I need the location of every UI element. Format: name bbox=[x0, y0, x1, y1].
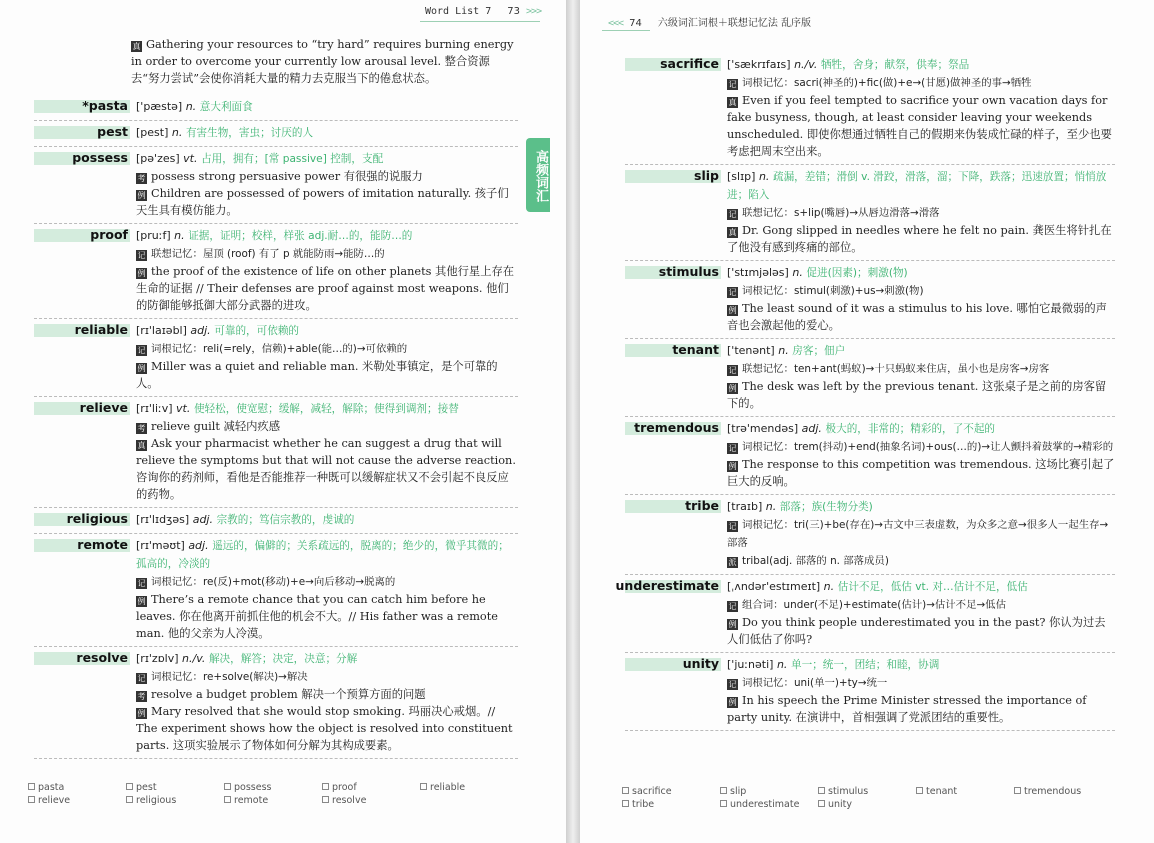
header-rule bbox=[420, 21, 540, 22]
phonetic: [traɪb] bbox=[727, 500, 766, 513]
headword-box bbox=[625, 656, 721, 673]
checkbox-icon[interactable] bbox=[720, 787, 727, 794]
headword[interactable]: proof bbox=[90, 227, 128, 242]
checkbox-icon[interactable] bbox=[916, 787, 923, 794]
phonetic: [rɪ'laɪəbl] bbox=[136, 324, 191, 337]
review-checkbox-item[interactable] bbox=[224, 795, 268, 806]
example-sentence: In his speech the Prime Minister stressed the importance of party unity. 在演讲中，首相强调了党派团结的重要性。 bbox=[727, 694, 1087, 724]
review-checkbox-item[interactable] bbox=[126, 782, 157, 793]
note-tag-icon: 记 bbox=[728, 210, 737, 219]
note-line bbox=[727, 674, 1115, 692]
part-of-speech: n. bbox=[776, 658, 788, 671]
headword[interactable]: tenant bbox=[672, 342, 719, 357]
definition-line bbox=[136, 98, 518, 116]
checkbox-label: sacrifice bbox=[632, 786, 672, 797]
headword[interactable]: reliable bbox=[74, 322, 128, 337]
note-tag-icon: 真 bbox=[728, 98, 737, 107]
definition-line bbox=[727, 168, 1115, 204]
note-tag-icon: 例 bbox=[728, 620, 737, 629]
example-sentence: Do you think people underestimated you in the past? 你认为过去人们低估了你吗? bbox=[727, 616, 1106, 646]
checkbox-label: tremendous bbox=[1024, 786, 1082, 797]
review-checkbox-item[interactable] bbox=[420, 782, 465, 793]
note-tag-icon: 考 bbox=[137, 424, 146, 433]
vocab-entry bbox=[34, 397, 518, 508]
note-line bbox=[727, 92, 1115, 160]
headword[interactable]: resolve bbox=[76, 650, 128, 665]
note-tag-icon: 例 bbox=[728, 698, 737, 707]
note-tag-icon: 记 bbox=[728, 288, 737, 297]
definition-line bbox=[136, 124, 518, 142]
checkbox-label: possess bbox=[234, 782, 272, 793]
definition-text: 可靠的，可依赖的 bbox=[214, 325, 300, 337]
note-tag-icon: 考 bbox=[137, 692, 146, 701]
phonetic: [rɪ'liːv] bbox=[136, 402, 177, 415]
running-header-right bbox=[608, 14, 811, 29]
entry-body bbox=[136, 650, 518, 754]
vocab-entry bbox=[625, 339, 1115, 417]
phonetic: [trə'mendəs] bbox=[727, 422, 802, 435]
note-tag-icon: 记 bbox=[728, 80, 737, 89]
note-tag-icon: 记 bbox=[137, 251, 146, 260]
page-number-right: 74 bbox=[629, 18, 642, 29]
definition-text: 估计不足，低估 vt. 对…估计不足，低估 bbox=[837, 581, 1028, 593]
headword-box bbox=[625, 498, 721, 515]
entry-body bbox=[727, 578, 1115, 648]
phonetic: ['pæstə] bbox=[136, 100, 186, 113]
header-rule-right bbox=[602, 30, 650, 31]
word-list-title: Word List 7 bbox=[425, 6, 492, 17]
note-line bbox=[727, 456, 1115, 490]
entry-body bbox=[136, 537, 518, 642]
part-of-speech: n. bbox=[185, 100, 197, 113]
note-tag-icon: 记 bbox=[728, 522, 737, 531]
definition-text: 牺牲，舍身；献祭，供奉；祭品 bbox=[820, 59, 970, 71]
example-sentence: Ask your pharmacist whether he can suggest a drug that will relieve the symptoms but that will not cause the adverse reaction. 咨询你的药剂师，看他是否能推荐一种既可以缓解症状又不会引起不良反应的药物。 bbox=[136, 437, 516, 501]
entry-body bbox=[136, 400, 518, 503]
memory-note: 词根记忆：re(反)+mot(移动)+e→向后移动→脱离的 bbox=[151, 576, 396, 588]
headword[interactable]: possess bbox=[72, 150, 128, 165]
definition-line bbox=[136, 511, 518, 529]
entry-body bbox=[136, 124, 518, 142]
checkbox-icon[interactable] bbox=[126, 796, 133, 803]
entry-body bbox=[727, 498, 1115, 570]
definition-line bbox=[136, 650, 518, 668]
review-checkbox-item[interactable] bbox=[1014, 786, 1081, 797]
note-line bbox=[727, 438, 1115, 456]
part-of-speech: n. bbox=[778, 344, 789, 357]
headword[interactable]: sacrifice bbox=[660, 56, 719, 71]
headword[interactable]: unity bbox=[682, 656, 719, 671]
headword-box bbox=[34, 537, 130, 554]
checkbox-icon[interactable] bbox=[622, 800, 629, 807]
definition-text: 意大利面食 bbox=[199, 101, 253, 113]
entry-body bbox=[727, 656, 1115, 726]
note-tag-icon: 记 bbox=[137, 674, 146, 683]
note-line bbox=[727, 282, 1115, 300]
note-line bbox=[727, 204, 1115, 222]
entry-body bbox=[136, 511, 518, 529]
note-line bbox=[136, 418, 518, 435]
definition-text: 极大的，非常的；精彩的，了不起的 bbox=[825, 423, 996, 435]
headword-box bbox=[34, 227, 130, 244]
vocab-entry bbox=[625, 495, 1115, 575]
entry-body bbox=[727, 56, 1115, 160]
review-checkbox-item[interactable] bbox=[720, 799, 799, 810]
checkbox-icon[interactable] bbox=[720, 800, 727, 807]
phonetic: [rɪ'məʊt] bbox=[136, 539, 189, 552]
checkbox-icon[interactable] bbox=[420, 783, 427, 790]
review-checkbox-item[interactable] bbox=[28, 795, 70, 806]
vocab-entry bbox=[625, 653, 1115, 731]
checkbox-label: slip bbox=[730, 786, 747, 797]
phonetic: [ˌʌndər'estɪmeɪt] bbox=[727, 580, 824, 593]
definition-text: 使轻松，使宽慰；缓解，减轻，解除；使得到调剂；接替 bbox=[193, 403, 459, 415]
checkbox-label: relieve bbox=[38, 795, 71, 806]
note-tag-icon: 真 bbox=[137, 441, 146, 450]
note-tag-icon: 派 bbox=[728, 558, 737, 567]
headword-box bbox=[615, 578, 721, 595]
headword[interactable]: underestimate bbox=[615, 578, 719, 593]
book-title: 六级词汇词根＋联想记忆法 乱序版 bbox=[657, 18, 812, 29]
note-line bbox=[136, 668, 518, 686]
high-frequency-tab[interactable]: 高频词汇 bbox=[526, 138, 550, 212]
note-tag-icon: 记 bbox=[728, 366, 737, 375]
headword[interactable]: tremendous bbox=[634, 420, 719, 435]
checkbox-label: proof bbox=[332, 782, 357, 793]
left-page bbox=[0, 0, 566, 843]
part-of-speech: n. bbox=[792, 266, 803, 279]
note-line bbox=[727, 692, 1115, 726]
example-sentence: The desk was left by the previous tenant. 这张桌子是之前的房客留下的。 bbox=[727, 380, 1107, 410]
checkbox-icon[interactable] bbox=[28, 796, 35, 803]
definition-text: 疏漏，差错；滑倒 v. 滑跤，滑落，溜；下降，跌落；迅速放置；悄悄放进；陷入 bbox=[727, 171, 1107, 201]
example-tag-icon: 真 bbox=[132, 42, 141, 51]
example-sentence: Children are possessed of powers of imitation naturally. 孩子们天生具有模仿能力。 bbox=[136, 187, 509, 217]
note-line bbox=[727, 300, 1115, 334]
part-of-speech: n. bbox=[823, 580, 835, 593]
vocab-entry bbox=[34, 95, 518, 121]
phonetic: [rɪ'zɒlv] bbox=[136, 652, 183, 665]
note-line bbox=[136, 435, 518, 503]
vocab-entry bbox=[625, 417, 1115, 495]
checkbox-icon[interactable] bbox=[126, 783, 133, 790]
vocab-entry bbox=[615, 575, 1115, 653]
memory-note: tribal(adj. 部落的 n. 部落成员) bbox=[742, 555, 889, 567]
headword-box bbox=[34, 511, 130, 528]
phonetic: [pə'zes] bbox=[136, 152, 184, 165]
note-line bbox=[136, 185, 518, 219]
right-page bbox=[580, 0, 1154, 843]
example-sentence: The least sound of it was a stimulus to his love. 哪怕它最微弱的声音也会激起他的爱心。 bbox=[727, 302, 1107, 332]
example-sentence: relieve guilt 减轻内疚感 bbox=[151, 420, 281, 433]
review-checkbox-item[interactable] bbox=[322, 795, 366, 806]
phonetic: ['sækrɪfaɪs] bbox=[727, 58, 795, 71]
checkbox-label: resolve bbox=[332, 795, 367, 806]
definition-line bbox=[727, 420, 1115, 438]
phonetic: [pruːf] bbox=[136, 229, 175, 242]
part-of-speech: vt. bbox=[183, 152, 198, 165]
definition-line bbox=[727, 578, 1115, 596]
definition-line bbox=[727, 56, 1115, 74]
headword-box bbox=[625, 264, 721, 281]
definition-line bbox=[727, 656, 1115, 674]
page-number: 73 bbox=[507, 6, 520, 17]
definition-line bbox=[136, 227, 518, 245]
memory-note: 组合词：under(不足)+estimate(估计)→估计不足→低估 bbox=[742, 599, 1006, 611]
note-tag-icon: 例 bbox=[137, 269, 146, 278]
definition-text: 解决，解答；决定，决意；分解 bbox=[208, 653, 358, 665]
example-sentence: Miller was a quiet and reliable man. 米勒处事镇定，是个可靠的人。 bbox=[136, 360, 498, 390]
note-line bbox=[136, 358, 518, 392]
memory-note: 词根记忆：tri(三)+be(存在)→古文中三表虚数，为众多之意→很多人一起生存→部落 bbox=[727, 519, 1109, 549]
definition-text: 占用，拥有；[常 passive] 控制，支配 bbox=[201, 153, 384, 165]
memory-note: 词根记忆：trem(抖动)+end(抽象名词)+ous(…的)→让人颤抖着鼓掌的→精彩的 bbox=[742, 441, 1114, 453]
definition-text: 宗教的；笃信宗教的，虔诚的 bbox=[216, 514, 355, 526]
entry-body bbox=[727, 264, 1115, 334]
phonetic: ['tenənt] bbox=[727, 344, 779, 357]
definition-text: 单一；统一，团结；和睦，协调 bbox=[791, 659, 940, 671]
forward-arrows-icon: >>> bbox=[526, 6, 542, 17]
headword-box bbox=[34, 400, 130, 417]
note-tag-icon: 考 bbox=[137, 174, 146, 183]
part-of-speech: adj. bbox=[190, 324, 211, 337]
running-header bbox=[425, 6, 541, 17]
headword-box bbox=[625, 342, 721, 359]
definition-text: 证据，证明；校样，样张 adj.耐…的，能防…的 bbox=[188, 230, 413, 242]
definition-text: 有害生物，害虫；讨厌的人 bbox=[185, 127, 314, 139]
checkbox-label: tenant bbox=[926, 786, 958, 797]
entry-body bbox=[136, 227, 518, 314]
phonetic: [rɪ'lɪdʒəs] bbox=[136, 513, 193, 526]
part-of-speech: n. bbox=[758, 170, 770, 183]
part-of-speech: n./v. bbox=[794, 58, 818, 71]
review-checkbox-item[interactable] bbox=[622, 799, 654, 810]
headword[interactable]: stimulus bbox=[658, 264, 719, 279]
note-tag-icon: 例 bbox=[137, 364, 146, 373]
note-tag-icon: 真 bbox=[728, 228, 737, 237]
memory-note: 联想记忆：ten+ant(蚂蚁)→十只蚂蚁来住店，虽小也是房客→房客 bbox=[742, 363, 1050, 375]
intro-text: Gathering your resources to “try hard” requires burning energy in order to overcome your currently low arousal level. 整合资源去“努力尝试”会使你消耗大量的精力去克服当下的倦怠状态。 bbox=[131, 38, 514, 85]
note-line bbox=[727, 222, 1115, 256]
headword-box bbox=[34, 98, 130, 115]
note-line bbox=[136, 245, 518, 263]
left-checklist bbox=[28, 782, 508, 812]
headword[interactable]: slip bbox=[694, 168, 719, 183]
review-checkbox-item[interactable] bbox=[28, 782, 64, 793]
note-line bbox=[727, 74, 1115, 92]
note-tag-icon: 例 bbox=[137, 597, 146, 606]
headword[interactable]: relieve bbox=[79, 400, 128, 415]
checkbox-label: underestimate bbox=[730, 799, 800, 810]
checkbox-label: religious bbox=[136, 795, 177, 806]
review-checkbox-item[interactable] bbox=[622, 786, 672, 797]
note-line bbox=[727, 596, 1115, 614]
note-tag-icon: 记 bbox=[728, 680, 737, 689]
example-sentence: Even if you feel tempted to sacrifice your own vacation days for fake busyness, though, at least consider leaving your weekends unscheduled. 即使你想通过牺牲自己的假期来伪装成忙碌的样子，至少也要考虑把周末空出来。 bbox=[727, 94, 1112, 158]
definition-text: 促进(因素)；刺激(物) bbox=[806, 267, 908, 279]
checkbox-label: tribe bbox=[632, 799, 655, 810]
vocab-entry bbox=[34, 121, 518, 147]
memory-note: 词根记忆：uni(单一)+ty→统一 bbox=[742, 677, 888, 689]
part-of-speech: n. bbox=[174, 229, 185, 242]
headword[interactable]: remote bbox=[77, 537, 128, 552]
memory-note: 联想记忆：屋顶 (roof) 有了 p 就能防雨→能防…的 bbox=[151, 248, 385, 260]
vocab-entry bbox=[625, 53, 1115, 165]
note-tag-icon: 记 bbox=[137, 346, 146, 355]
part-of-speech: adj. bbox=[192, 513, 213, 526]
review-checkbox-item[interactable] bbox=[126, 795, 176, 806]
checkbox-icon[interactable] bbox=[224, 796, 231, 803]
book-gutter bbox=[566, 0, 580, 843]
vocab-entry bbox=[34, 224, 518, 319]
part-of-speech: adj. bbox=[801, 422, 822, 435]
checkbox-icon[interactable] bbox=[818, 787, 825, 794]
definition-text: 房客；佃户 bbox=[792, 345, 846, 357]
headword[interactable]: pest bbox=[97, 124, 128, 139]
headword-box bbox=[34, 650, 130, 667]
part-of-speech: vt. bbox=[176, 402, 191, 415]
example-sentence: Mary resolved that she would stop smoking. 玛丽决心戒烟。// The experiment shows how the object is resolved into constituent parts. 这项实验展示了物体如何分解为其构成要素。 bbox=[136, 705, 513, 752]
note-tag-icon: 例 bbox=[728, 384, 737, 393]
vocab-entry bbox=[34, 147, 518, 224]
note-line bbox=[136, 168, 518, 185]
note-tag-icon: 例 bbox=[728, 306, 737, 315]
definition-line bbox=[136, 322, 518, 340]
part-of-speech: n. bbox=[765, 500, 777, 513]
note-line bbox=[727, 614, 1115, 648]
review-checkbox-item[interactable] bbox=[322, 782, 357, 793]
checkbox-icon[interactable] bbox=[28, 783, 35, 790]
example-sentence: resolve a budget problem 解决一个预算方面的问题 bbox=[151, 688, 426, 701]
headword-box bbox=[625, 56, 721, 73]
memory-note: 联想记忆：s+lip(嘴唇)→从唇边滑落→滑落 bbox=[742, 207, 940, 219]
headword-box bbox=[34, 150, 130, 167]
memory-note: 词根记忆：stimul(刺激)+us→刺激(物) bbox=[742, 285, 924, 297]
entry-body bbox=[136, 150, 518, 219]
headword[interactable]: *pasta bbox=[82, 98, 128, 113]
definition-text: 部落；族(生物分类) bbox=[779, 501, 873, 513]
checkbox-label: pasta bbox=[38, 782, 65, 793]
checkbox-label: stimulus bbox=[828, 786, 869, 797]
intro-example bbox=[131, 36, 517, 87]
review-checkbox-item[interactable] bbox=[818, 786, 868, 797]
review-checkbox-item[interactable] bbox=[224, 782, 272, 793]
checkbox-label: remote bbox=[234, 795, 269, 806]
review-checkbox-item[interactable] bbox=[818, 799, 852, 810]
phonetic: [slɪp] bbox=[727, 170, 759, 183]
entry-body bbox=[136, 322, 518, 392]
memory-note: 词根记忆：sacri(神圣的)+fic(做)+e→(甘愿)做神圣的事→牺牲 bbox=[742, 77, 1032, 89]
definition-line bbox=[136, 150, 518, 168]
note-line bbox=[136, 573, 518, 591]
note-line bbox=[136, 591, 518, 642]
vocab-entry bbox=[34, 647, 518, 759]
phonetic: ['stɪmjələs] bbox=[727, 266, 793, 279]
note-line bbox=[727, 378, 1115, 412]
headword-box bbox=[625, 168, 721, 185]
checkbox-icon[interactable] bbox=[322, 783, 329, 790]
vocab-entry bbox=[625, 261, 1115, 339]
right-checklist bbox=[622, 786, 1102, 816]
definition-text: 遥远的，偏僻的；关系疏远的，脱离的；绝少的，微乎其微的；孤高的，冷淡的 bbox=[136, 540, 509, 570]
right-entry-list bbox=[615, 53, 1115, 731]
memory-note: 词根记忆：reli(=rely，信赖)+able(能…的)→可依赖的 bbox=[151, 343, 408, 355]
part-of-speech: n./v. bbox=[182, 652, 206, 665]
vocab-entry bbox=[34, 534, 518, 647]
memory-note: 词根记忆：re+solve(解决)→解决 bbox=[151, 671, 308, 683]
note-tag-icon: 记 bbox=[728, 444, 737, 453]
back-arrows-icon: <<< bbox=[608, 18, 624, 29]
entry-body bbox=[727, 342, 1115, 412]
review-checkbox-item[interactable] bbox=[916, 786, 957, 797]
checkbox-icon[interactable] bbox=[224, 783, 231, 790]
checkbox-icon[interactable] bbox=[622, 787, 629, 794]
definition-line bbox=[727, 264, 1115, 282]
example-sentence: Dr. Gong slipped in needles where he felt no pain. 龚医生将针扎在了他没有感到疼痛的部位。 bbox=[727, 224, 1112, 254]
vocab-entry bbox=[34, 319, 518, 397]
vocab-entry bbox=[625, 165, 1115, 261]
note-line bbox=[136, 340, 518, 358]
note-tag-icon: 例 bbox=[137, 191, 146, 200]
note-line bbox=[727, 516, 1115, 552]
note-tag-icon: 例 bbox=[728, 462, 737, 471]
note-tag-icon: 记 bbox=[728, 602, 737, 611]
note-tag-icon: 例 bbox=[137, 709, 146, 718]
definition-line bbox=[727, 498, 1115, 516]
part-of-speech: adj. bbox=[188, 539, 209, 552]
note-line bbox=[727, 360, 1115, 378]
entry-body bbox=[727, 168, 1115, 256]
checkbox-label: unity bbox=[828, 799, 853, 810]
note-line bbox=[136, 703, 518, 754]
headword-box bbox=[34, 124, 130, 141]
example-sentence: There’s a remote chance that you can catch him before he leaves. 你在他离开前抓住他的机会不大。// His father was a remote man. 他的父亲为人冷漠。 bbox=[136, 593, 498, 640]
headword[interactable]: religious bbox=[66, 511, 128, 526]
review-checkbox-item[interactable] bbox=[720, 786, 746, 797]
checkbox-icon[interactable] bbox=[1014, 787, 1021, 794]
note-line bbox=[136, 263, 518, 314]
part-of-speech: n. bbox=[171, 126, 183, 139]
headword[interactable]: tribe bbox=[685, 498, 719, 513]
example-sentence: possess strong persuasive power 有很强的说服力 bbox=[151, 170, 423, 183]
checkbox-icon[interactable] bbox=[818, 800, 825, 807]
definition-line bbox=[727, 342, 1115, 360]
definition-line bbox=[136, 400, 518, 418]
headword-box bbox=[34, 322, 130, 339]
checkbox-label: pest bbox=[136, 782, 157, 793]
phonetic: [pest] bbox=[136, 126, 172, 139]
definition-line bbox=[136, 537, 518, 573]
entry-body bbox=[136, 98, 518, 116]
example-sentence: The response to this competition was tremendous. 这场比赛引起了巨大的反响。 bbox=[727, 458, 1115, 488]
vocab-entry bbox=[34, 508, 518, 534]
example-sentence: the proof of the existence of life on other planets 其他行星上存在生命的证据 // Their defenses are proof against most weapons. 他们的防御能够抵御大部分武器的进攻。 bbox=[136, 265, 515, 312]
note-tag-icon: 记 bbox=[137, 579, 146, 588]
checkbox-label: reliable bbox=[430, 782, 466, 793]
left-entry-list bbox=[34, 95, 518, 759]
checkbox-icon[interactable] bbox=[322, 796, 329, 803]
note-line bbox=[136, 686, 518, 703]
headword-box bbox=[625, 420, 721, 437]
note-line bbox=[727, 552, 1115, 570]
entry-body bbox=[727, 420, 1115, 490]
phonetic: ['juːnəti] bbox=[727, 658, 777, 671]
